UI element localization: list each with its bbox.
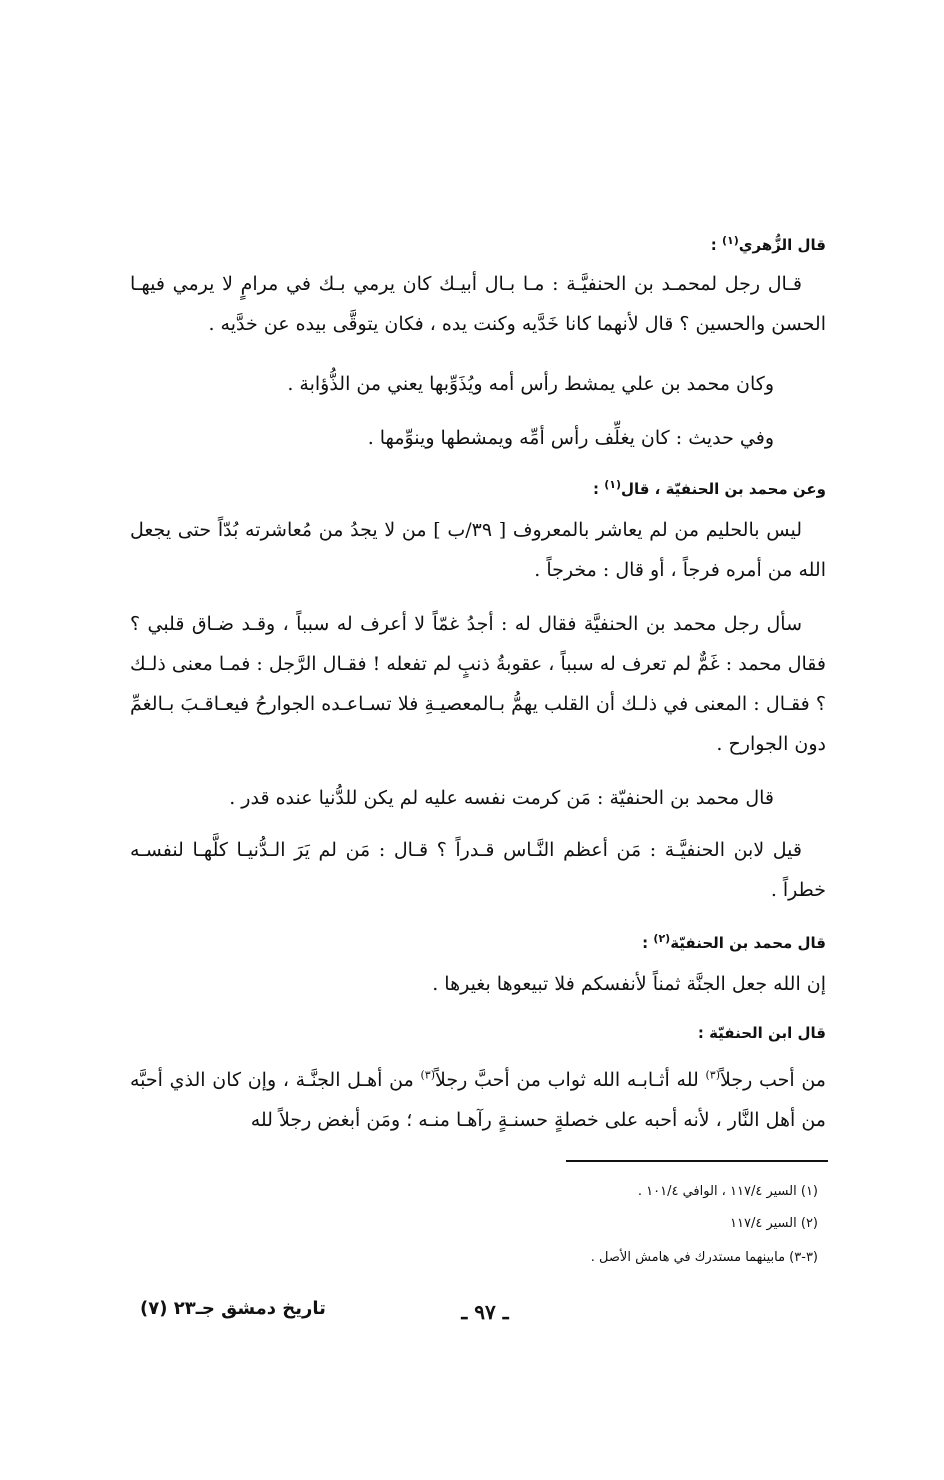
paragraph: قال محمد بن الحنفيّة : مَن كرمت نفسه عليه لم يكن للدُّنيا عنده قدر . — [229, 787, 774, 809]
footnote-3: (٣-٣) مابينهما مستدرك في هامش الأصل . — [590, 1250, 818, 1265]
paragraph-block-6 — [130, 778, 826, 818]
paragraph-block-3 — [130, 418, 826, 458]
paragraph: إن الله جعل الجنَّة ثمناً لأنفسكم فلا تبيعوها بغيرها . — [432, 973, 826, 995]
paragraph: ليس بالحليم من لم يعاشر بالمعروف [ ٣٩/ب ] من لا يجدُ من مُعاشرته بُدّاً حتى يجعل الله من أمره فرجاً ، أو قال : مخرجاً . — [130, 519, 826, 581]
heading-zuhri: قال الزُّهري$^{(١)}$ : — [710, 234, 826, 254]
paragraph: من أحب رجلاً$^{(٣)}$ لله أثـابـه الله ثواب من أحبَّ رجلاً$^{(٣)}$ من أهـل الجنَّـة ، وإن كان الذي أحبَّه من أهل النَّار ، لأنه أحبه على خصلةٍ حسنـةٍ رآهـا منـه ؛ ومَن أبغض رجلاً لله — [130, 1068, 826, 1131]
paragraph-block-1 — [130, 264, 826, 344]
heading-ibn-hanafiyya-3: قال ابن الحنفيّة : — [697, 1024, 826, 1042]
paragraph-block-4 — [130, 510, 826, 590]
footnote-1: (١) السير ١١٧/٤ ، الوافي ١٠١/٤ . — [637, 1184, 818, 1199]
paragraph: وفي حديث : كان يغلِّف رأس أمِّه ويمشطها وينوِّمها . — [367, 427, 774, 449]
book-title: تاريخ دمشق جـ٢٣ (٧) — [140, 1298, 326, 1319]
heading-ibn-hanafiyya-1: وعن محمد بن الحنفيّة ، قال$^{(١)}$ : — [592, 478, 826, 498]
paragraph-block-7 — [130, 830, 826, 910]
page-number: ـ ٩٧ ـ — [461, 1300, 509, 1324]
paragraph: قيل لابن الحنفيَّـة : مَن أعظم النَّـاس قـدراً ؟ قـال : مَن لم يَرَ الـدُّنيـا كلَّهـا لنفسـه خطراً . — [130, 839, 826, 901]
paragraph: وكان محمد بن علي يمشط رأس أمه ويُذَوِّبها يعني من الذُّؤابة . — [287, 373, 774, 395]
heading-ibn-hanafiyya-2: قال محمد بن الحنفيّة$^{(٢)}$ : — [642, 932, 826, 952]
paragraph: قـال رجل لمحمـد بن الحنفيَّـة : مـا بـال أبيـك كان يرمي بـك في مرامٍ لا يرمي فيهـا الحسن والحسين ؟ قال لأنهما كانا خَدَّيه وكنت يده ، فكان يتوقَّى بيده عن خدَّيه . — [130, 273, 826, 335]
paragraph-block-5 — [130, 604, 826, 764]
footnote-separator — [566, 1160, 828, 1162]
paragraph-block-8 — [130, 964, 826, 1004]
footnote-2: (٢) السير ١١٧/٤ — [730, 1216, 818, 1231]
paragraph-block-2 — [130, 364, 826, 404]
paragraph: سأل رجل محمد بن الحنفيَّة فقال له : أجدُ غمّاً لا أعرف له سبباً ، وقـد ضـاق قلبي ؟ فقال محمد : غَمٌّ لم تعرف له سبباً ، عقوبةُ ذنبٍ لم تفعله ! فقـال الرَّجل : فمـا معنى ذلـك ؟ فقـال : المعنى في ذلـك أن القلب يهمُّ بـالمعصيـةِ فلا تسـاعـده الجوارحُ فيعـاقـبَ بـالغمِّ دون الجوارح . — [130, 613, 826, 755]
paragraph-block-9 — [130, 1060, 826, 1140]
